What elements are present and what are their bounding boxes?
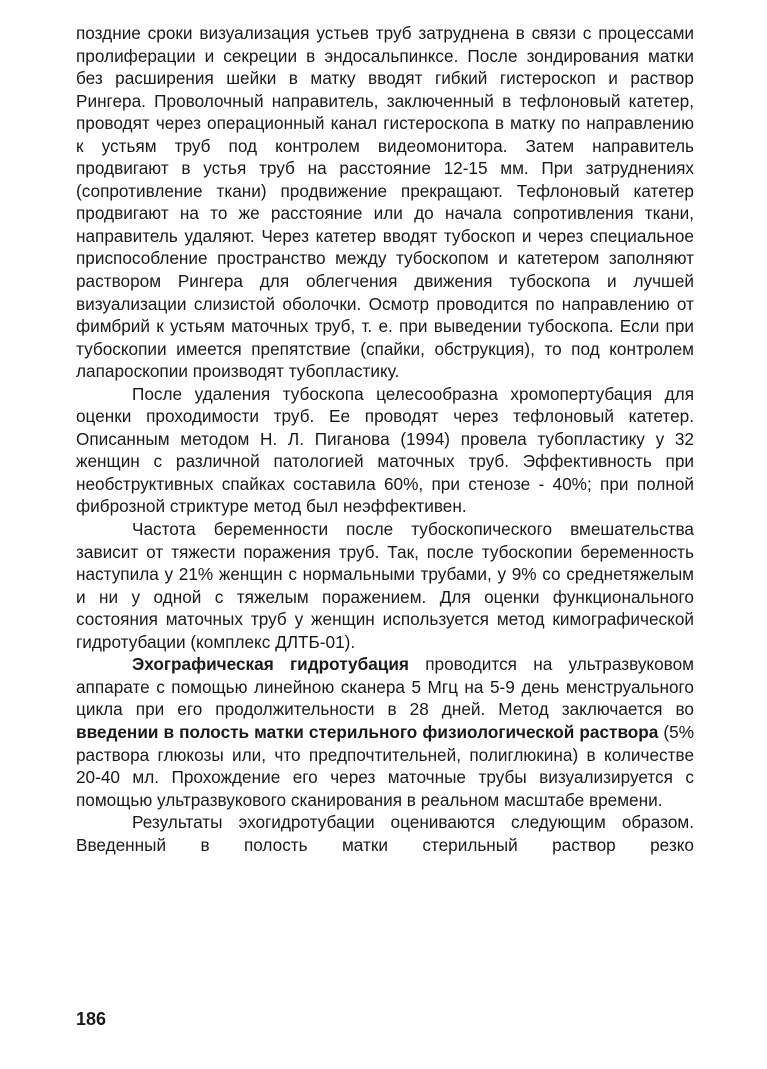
paragraph-results	[76, 811, 694, 856]
paragraph-text: Частота беременности после тубоскопического вмешательства зависит от тяжести поражения труб. Так, после тубоскопии беременность наступила у 21% женщин с нормальными трубами, у 9% со среднетяжелым и ни у одной с тяжелым поражением. Для оценки функционального состояния маточных труб у женщин используется метод кимографической гидротубации (комплекс ДЛТБ-01).	[76, 519, 694, 652]
paragraph-text: поздние сроки визуализация устьев труб затруднена в связи с процессами пролиферации и секреции в эндосальпинксе. После зондирования матки без расширения шейки в матку вводят гибкий гистероскоп и раствор Рингера. Проволочный направитель, заключенный в тефлоновый катетер, проводят через операционный канал гистероскопа в матку по направлению к устьям труб под контролем видеомонитора. Затем направитель продвигают в устья труб на расстояние 12-15 мм. При затруднениях (сопротивление ткани) продвижение прекращают. Тефлоновый катетер продвигают на то же расстояние или до начала сопротивления ткани, направитель удаляют. Через катетер вводят тубоскоп и через специальное приспособление пространство между тубоскопом и катетером заполняют раствором Рингера для облегчения движения тубоскопа и лучшей визуализации слизистой оболочки. Осмотр проводится по направлению от фимбрий к устьям маточных труб, т. е. при выведении тубоскопа. Если при тубоскопии имеется препятствие (спайки, обструкция), то под контролем лапароскопии производят тубопластику.	[76, 23, 694, 382]
page-number: 186	[76, 1009, 107, 1029]
term-echographic-hydrotubation: Эхографическая гидротубация	[132, 654, 409, 675]
paragraph-text: (5% раствора глюкозы или, что предпочтительней, полиглюкина) в количестве 20-40 мл. Прохождение его через маточные трубы визуализируется с помощью ультразвукового сканирования в реальном масштабе времени.	[76, 721, 694, 810]
paragraph-text: Результаты эхогидротубации оцениваются следующим образом. Введенный в полость матки стерильный раствор резко	[76, 812, 694, 855]
paragraph-text: После удаления тубоскопа целесообразна хромопертубация для оценки проходимости труб. Ее проводят через тефлоновый катетер. Описанным методом Н. Л. Пиганова (1994) провела тубопластику у 32 женщин с различной патологией маточных труб. Эффективность при необструктивных спайках составила 60%, при стенозе - 40%; при полной фиброзной стриктуре метод был неэффективен.	[76, 383, 694, 517]
emphasis-saline-introduction: введении в полость матки стерильного физиологической раствора	[76, 721, 659, 742]
paragraph-text: проводится на ультразвуковом аппарате с помощью линейною сканера 5 Мгц на 5-9 день менструального цикла при его продолжительности в 28 дней. Метод заключается во	[76, 654, 694, 720]
paragraph-chromopertubation	[76, 383, 694, 518]
page-body	[76, 22, 694, 856]
paragraph-hysteroscopy-procedure	[76, 22, 694, 383]
paragraph-pregnancy-rate	[76, 518, 694, 653]
paragraph-echographic-hydrotubation	[76, 653, 694, 811]
